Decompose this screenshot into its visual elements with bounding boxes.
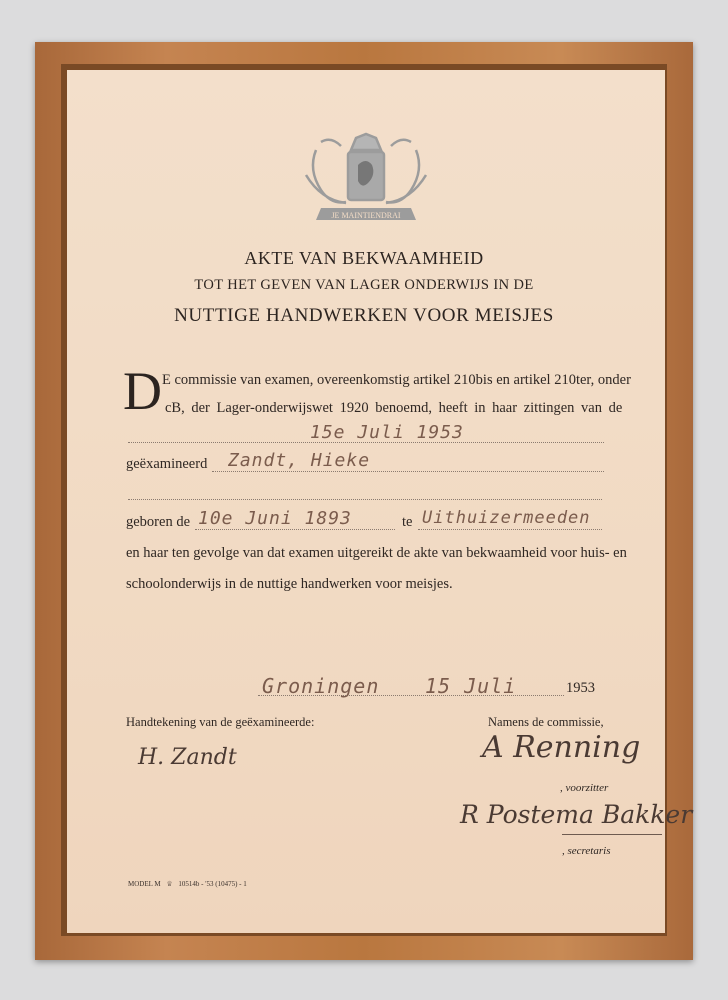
form-code	[128, 880, 247, 888]
body-line-1: E commissie van examen, overeenkomstig artikel 210bis en artikel 210ter, onder	[162, 372, 631, 388]
chair-signature: A Renning	[482, 730, 641, 765]
body-line-5: en haar ten gevolge van dat examen uitgereikt de akte van bekwaamheid voor huis- en	[126, 545, 627, 561]
examinee-signature: H. Zandt	[138, 745, 237, 770]
print-code: 10514b - '53 (10475) - 1	[178, 880, 247, 888]
model-label: MODEL M	[128, 880, 161, 888]
issue-date: 15 Juli	[425, 674, 517, 698]
exam-date-field: 15e Juli 1953	[310, 422, 464, 443]
secretary-signature: R Postema Bakker	[460, 800, 693, 829]
drop-cap: D	[123, 361, 162, 421]
certificate-subtitle: TOT HET GEVEN VAN LAGER ONDERWIJS IN DE	[194, 277, 534, 293]
place-label: te	[402, 514, 413, 530]
examinee-name-field: Zandt, Hieke	[228, 450, 371, 471]
born-label: geboren de	[126, 514, 191, 530]
birth-place-field: Uithuizermeeden	[422, 508, 591, 528]
royal-coat-of-arms-icon	[296, 130, 436, 225]
commission-label: Namens de commissie,	[488, 715, 604, 729]
chair-role: , voorzitter	[560, 782, 609, 794]
body-line-2: cB, der Lager-onderwijswet 1920 benoemd, heeft in haar zittingen van de	[165, 400, 623, 416]
examinee-signature-label: Handtekening van de geëxamineerde:	[126, 715, 315, 729]
certificate-subject: NUTTIGE HANDWERKEN VOOR MEISJES	[174, 305, 554, 326]
body-line-6: schoolonderwijs in de nuttige handwerken voor meisjes.	[126, 576, 453, 592]
issue-year: 1953	[566, 680, 595, 696]
crown-emblem-icon: ♕	[166, 880, 173, 888]
secretary-role: , secretaris	[562, 845, 611, 857]
issue-place: Groningen	[262, 674, 380, 698]
certificate-title: AKTE VAN BEKWAAMHEID	[244, 248, 484, 268]
examined-label: geëxamineerd	[126, 456, 208, 472]
birth-date-field: 10e Juni 1893	[198, 508, 352, 529]
svg-text:JE MAINTIENDRAI: JE MAINTIENDRAI	[331, 211, 401, 220]
